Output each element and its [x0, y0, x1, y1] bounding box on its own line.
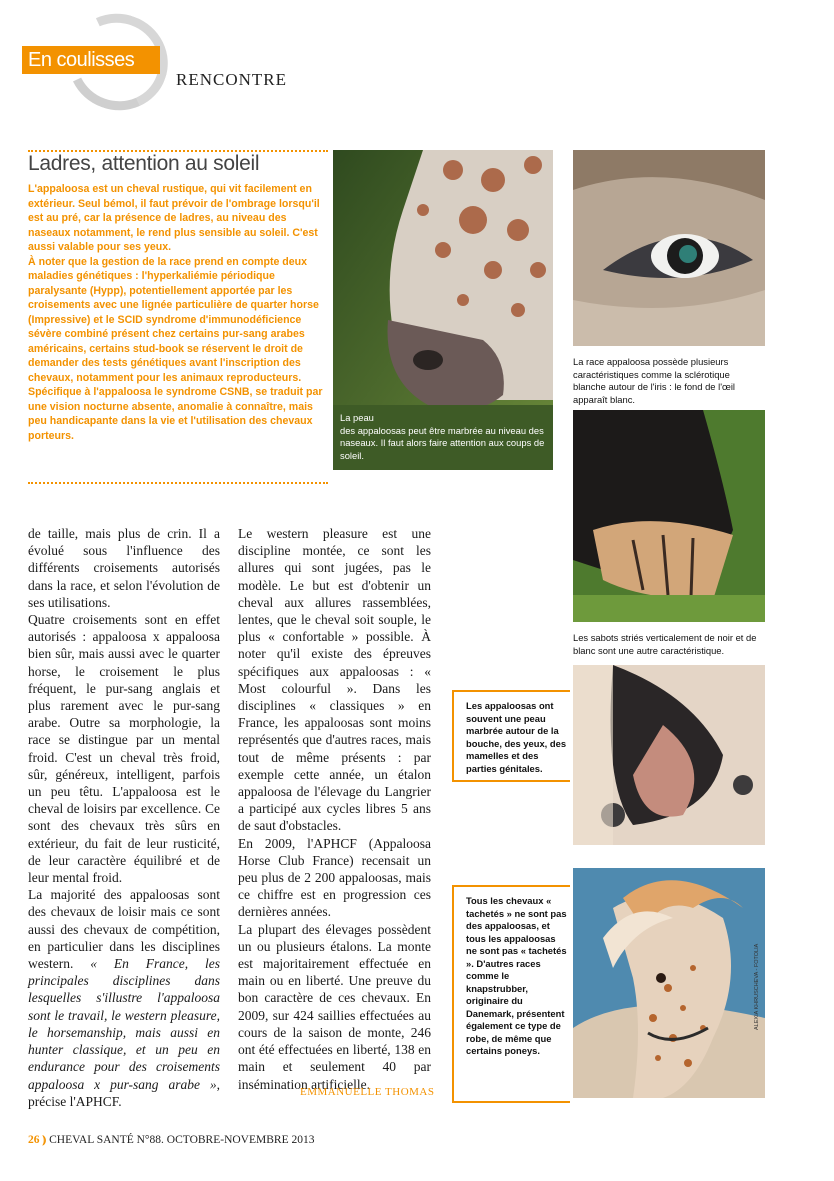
hoof-caption: Les sabots striés verticalement de noir et de blanc sont une autre caractéristique.: [573, 632, 757, 656]
photo-mouth: [573, 665, 765, 845]
article-text: La majorité des appaloosas sont des chevaux de loisir mais ce sont aussi des chevaux de compétition, en particulier dans les disciplines western.: [28, 887, 220, 972]
nose-caption: La peau des appaloosas peut être marbrée au niveau des naseaux. Il faut alors faire attention aux coups de soleil.: [340, 412, 545, 461]
box-paragraph: L'appaloosa est un cheval rustique, qui vit facilement en extérieur. Seul bémol, il faut prévoir de l'ombrage lorsqu'il est au pré, car la présence de ladres, au niveau des naseaux notamment, le rend plus sensible au soleil. C'est aussi valable pour ses yeux.: [28, 183, 320, 253]
pony-caption: Tous les chevaux « tachetés » ne sont pas des appaloosas, et tous les appaloosas ne sont pas « tachetés ». D'autres races comme le knapstrubber, originaire du Danemark, présentent également ce type de robe, de même que certains poneys.: [466, 895, 567, 1056]
box-text: [28, 182, 326, 443]
hoof-illustration: [573, 410, 765, 622]
photo-eye: [573, 150, 765, 346]
box-title: Ladres, attention au soleil: [28, 152, 260, 175]
article-paragraph: Le western pleasure est une discipline montée, ce sont les allures qui sont jugées, pas le modèle. Le but est d'obtenir un cheval aux allures rassemblées, lentes, que le cheval soit souple, le plus « confortable » possible. À noter qu'il existe des épreuves spécifiques aux appaloosas : « Most colourful ». Dans les disciplines « classiques » en France, les appaloosas sont moins représentés que d'autres races, mais tout de même présents : par exemple cette année, un étalon appaloosa de l'élevage du Langrier a participé aux cycles libres 5 ans de saut d'obstacles.: [238, 526, 431, 834]
article-paragraph: Quatre croisements sont en effet autorisés : appaloosa x appaloosa bien sûr, mais aussi avec le quarter horse, le croisement le plus fréquent, le pur-sang anglais et plus rarement avec le pur-sang arabe. Outre sa morphologie, la race se distingue par un mental froid. C'est un cheval très froid, sûr, généreux, intelligent, parfois un peu têtu. L'appaloosa est le cheval de loisirs par excellence. Ce sont des chevaux très sûrs en extérieur, du fait de leur rusticité, de leur caractère équilibré et de leur mental froid.: [28, 612, 220, 886]
eye-illustration: [573, 150, 765, 346]
footer-separator-icon: ⦆: [42, 1134, 47, 1146]
photo-pony: [573, 868, 765, 1098]
article-paragraph: de taille, mais plus de crin. Il a évolué sous l'influence des différents croisements autorisés dans la race, et selon l'évolution de ses utilisations.: [28, 526, 220, 610]
section-tab: En coulisses: [22, 46, 160, 74]
article-paragraph: En 2009, l'APHCF (Appaloosa Horse Club France) recensait un peu plus de 2 200 appaloosas, mais ce chiffre est en progression ces dernières années.: [238, 835, 431, 920]
mouth-illustration: [573, 665, 765, 845]
article-column-2: [238, 525, 431, 1093]
article-column-1: [28, 525, 220, 1110]
article-paragraph: La plupart des élevages possèdent un ou plusieurs étalons. La monte est majoritairement effectuée en main ou en liberté. Une preuve du bon caractère de ces chevaux. En 2009, sur 424 saillies effectuées au cours de la saison de monte, 246 ont été effectuées en liberté, 138 en main et seulement 40 par insémination artificielle.: [238, 921, 431, 1092]
page-footer: [28, 1134, 314, 1147]
article-text: , précise l'APHCF.: [28, 1076, 220, 1109]
publication-info: CHEVAL SANTÉ N°88. OCTOBRE-NOVEMBRE 2013: [49, 1134, 315, 1146]
rubric-label: RENCONTRE: [176, 70, 287, 89]
photo-hoof: [573, 410, 765, 622]
box-paragraph: À noter que la gestion de la race prend en compte deux maladies génétiques : l'hyperkaliémie périodique paralysante (Hypp), potentiellement apportée par les croisements avec une lignée particulière de quarter horse (Impressive) et le SCID syndrome d'immunodéficience sévère combiné présent chez certains pur-sang arabes américains, certains stud-book se réservent le droit de demander des tests génétiques avant l'inscription des chevaux, notamment pour les animaux reproducteurs. Spécifique à l'appaloosa le syndrome CSNB, se traduit par une vision nocturne absente, anomalie à connaître, mais peu handicapante dans la vie et l'utilisation des chevaux porteurs.: [28, 255, 323, 442]
article-paragraph: [28, 886, 220, 1110]
eye-caption: La race appaloosa possède plusieurs caractéristiques comme la sclérotique blanche autour de l'iris : le fond de l'œil apparaît blanc.: [573, 356, 735, 405]
pony-illustration: [573, 868, 765, 1098]
mouth-caption: Les appaloosas ont souvent une peau marbrée autour de la bouche, des yeux, des mamelles et des parties génitales.: [466, 700, 567, 774]
photo-credit: ALEXIA KHRUSCHEVA - FOTOLIA: [754, 943, 760, 1030]
author-signature: EMMANUELLE THOMAS: [300, 1086, 435, 1098]
page-number: 26: [28, 1134, 40, 1146]
article-quote: « En France, les principales disciplines dans lesquelles s'illustre l'appaloosa sont le travail, le western pleasure, le horsemanship, mais aussi en hunter classique, et un peu en endurance pour des croisements appaloosa x pur-sang arabe »: [28, 956, 220, 1092]
